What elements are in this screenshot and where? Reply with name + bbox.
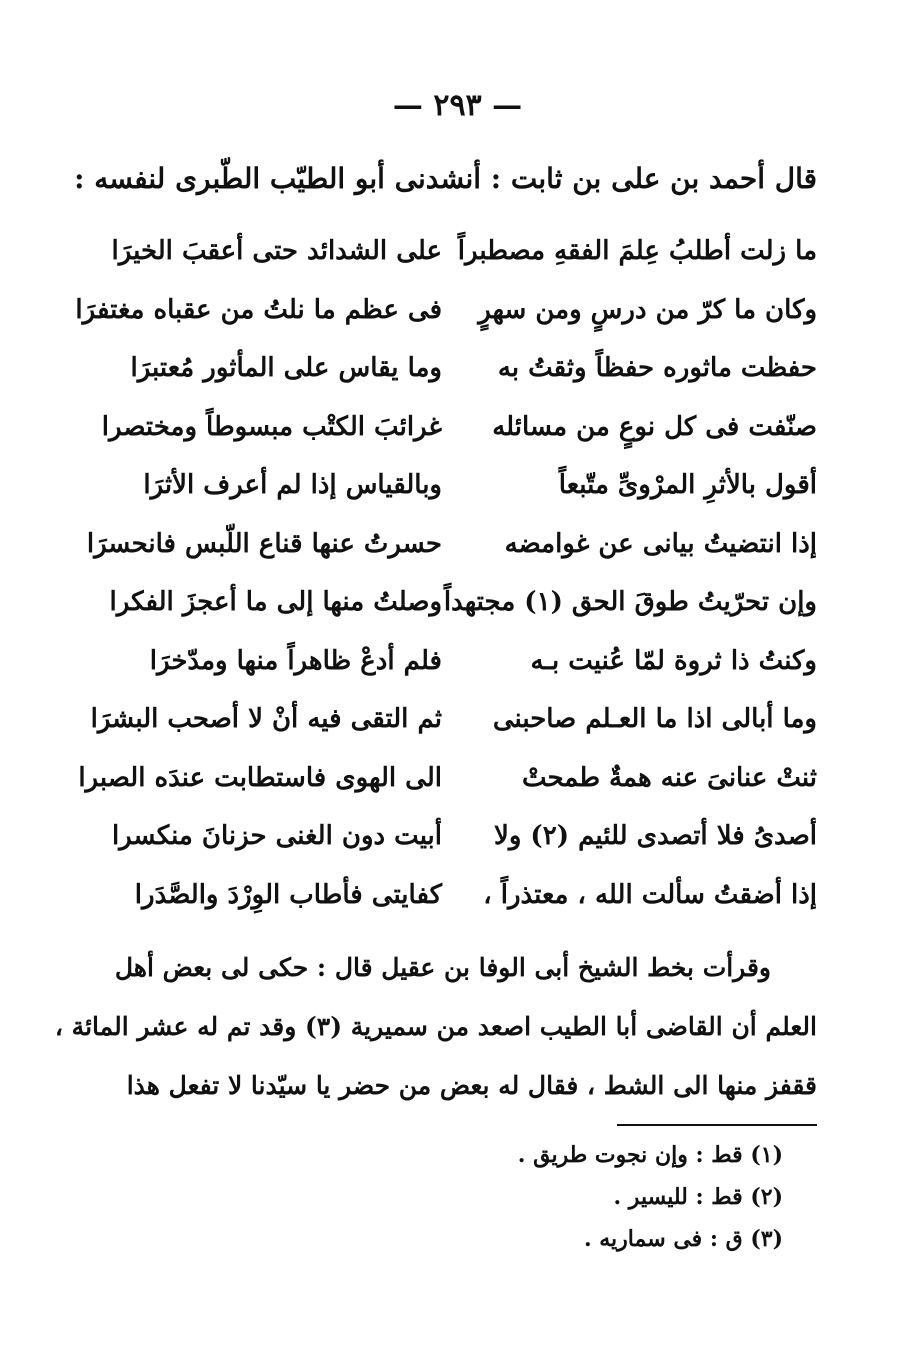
verse-first-hemistich: وما أبالى اذا ما العـلم صاحبنى: [492, 704, 817, 734]
verse-second-hemistich: وما يقاس على المأثور مُعتبرَا: [130, 353, 442, 383]
footnote-divider: [617, 1124, 817, 1126]
verse-first-hemistich: حفظت ماثوره حفظاً وثقتُ به: [497, 353, 817, 383]
verse-first-hemistich: ثنتْ عنانىَ عنه همةٌ طمحتْ: [521, 762, 817, 793]
verse-first-hemistich: أصدىُ فلا أتصدى للئيم (٢) ولا: [494, 821, 817, 851]
verse-second-hemistich: أبيت دون الغنى حزنانَ منكسرا: [111, 821, 442, 851]
verse-first-hemistich: إذا انتضيتُ بيانى عن غوامضه: [504, 528, 817, 559]
prose-line: وقرأت بخط الشيخ أبى الوفا بن عقيل قال : حكى لى بعض أهل: [114, 953, 771, 982]
prose-line: العلم أن القاضى أبا الطيب اصعد من سميرية (٣) وقد تم له عشر المائة ،: [54, 1012, 817, 1041]
verse-first-hemistich: إذا أضقتُ سألت الله ، معتذراً ،: [483, 879, 817, 910]
footnotes: [283, 1134, 783, 1260]
verse: [97, 807, 817, 866]
verse: [90, 690, 817, 749]
verse-first-hemistich: وإن تحرّيتُ طوقَ الحق (١) مجتهداً: [443, 587, 817, 617]
prose-paragraph: [54, 938, 817, 1115]
verse-first-hemistich: أقول بالأثرِ المرْوىِّ متّبعاً: [558, 470, 817, 500]
verse-second-hemistich: غرائبَ الكتْب مبسوطاً ومختصرا: [101, 411, 442, 442]
verse-second-hemistich: الى الهوى فاستطابت عندَه الصبرا: [78, 762, 442, 793]
verse: [86, 515, 817, 574]
poem-introduction: قال أحمد بن على بن ثابت : أنشدنى أبو الطيّب الطّبرى لنفسه :: [74, 162, 817, 195]
verse-first-hemistich: صنّفت فى كل نوعٍ من مسائله: [492, 411, 817, 442]
verse: [78, 749, 817, 808]
verse: [97, 456, 817, 515]
verse: [97, 398, 817, 457]
verse-second-hemistich: على الشدائد حتى أعقبَ الخيرَا: [111, 236, 442, 266]
page-number: — ٢٩٣ —: [392, 88, 523, 123]
verse: [75, 281, 817, 340]
verse: [97, 573, 817, 632]
verse-second-hemistich: كفايتى فأطاب الوِرْدَ والصَّدَرا: [134, 879, 442, 910]
verse: [97, 339, 817, 398]
verse: [97, 632, 817, 691]
verse-second-hemistich: وصلتُ منها إلى ما أعجزَ الفكرا: [109, 587, 442, 617]
verse-first-hemistich: وكان ما كرّ من درسٍ ومن سهرٍ: [478, 294, 817, 325]
prose-line: ققفز منها الى الشط ، فقال له بعض من حضر يا سيّدنا لا تفعل هذا: [126, 1071, 817, 1100]
verse-second-hemistich: حسرتُ عنها قناع اللّبس فانحسرَا: [86, 528, 442, 559]
verse-second-hemistich: فى عظم ما نلتُ من عقباه مغتفرَا: [75, 294, 442, 325]
poem: [75, 222, 817, 924]
footnote: (٢) قط : لليسير .: [613, 1184, 783, 1210]
verse-second-hemistich: ثم التقى فيه أنْ لا أصحب البشرَا: [90, 704, 442, 734]
verse-first-hemistich: وكنتُ ذا ثروة لمّا عُنيت بـه: [530, 645, 817, 676]
verse: [97, 222, 817, 281]
footnote: (١) قط : وإن نجوت طريق .: [517, 1142, 783, 1168]
verse-second-hemistich: وبالقياس إذا لم أعرف الأثرَا: [143, 470, 442, 500]
verse-second-hemistich: فلم أدعْ ظاهراً منها ومدّخرَا: [149, 645, 442, 676]
footnote: (٣) ق : فى سماريه .: [583, 1226, 783, 1252]
verse: [97, 866, 817, 925]
verse-first-hemistich: ما زلت أطلبُ عِلمَ الفقهِ مصطبراً: [457, 236, 817, 266]
